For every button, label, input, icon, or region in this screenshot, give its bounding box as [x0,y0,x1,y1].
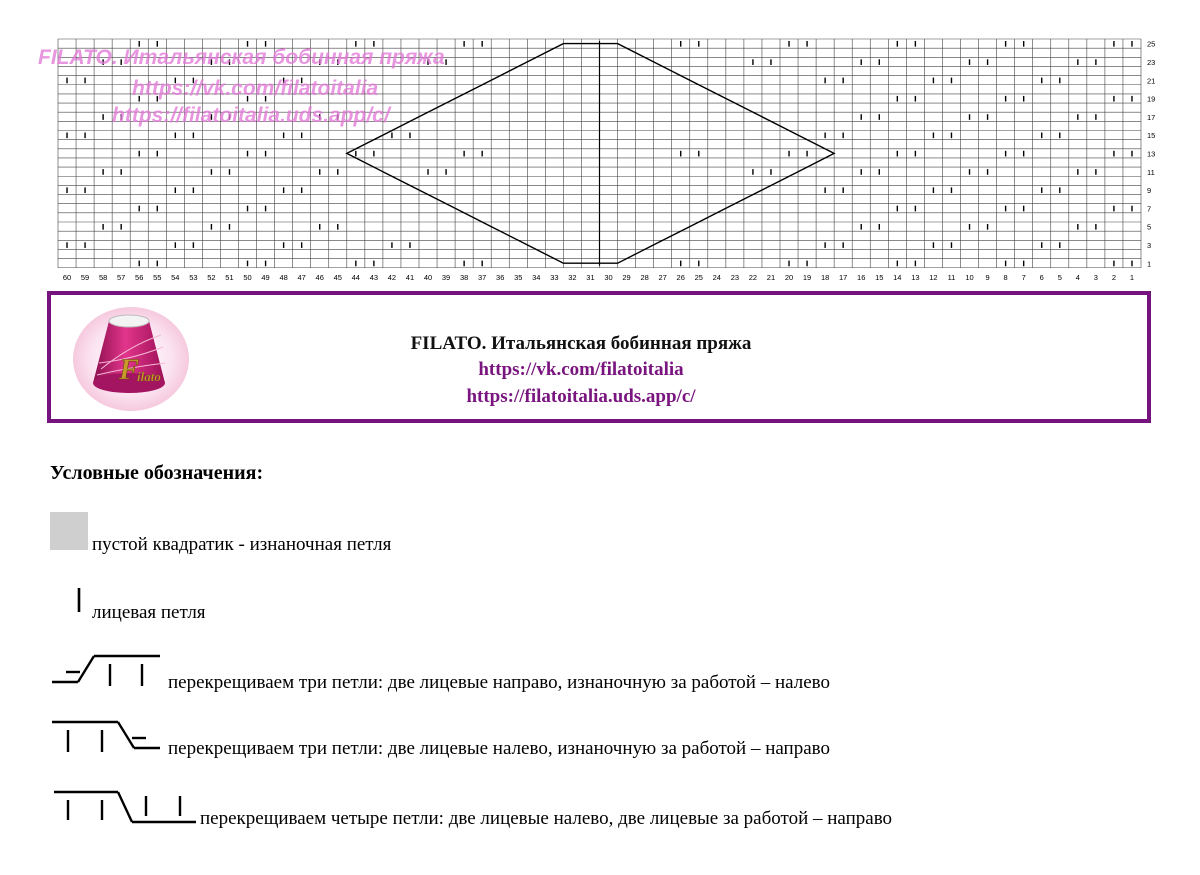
row-number-label: 21 [1147,76,1156,86]
column-number-label: 38 [459,272,469,282]
column-number-label: 1 [1129,272,1135,282]
row-number-label: 25 [1147,39,1156,49]
column-number-label: 49 [261,272,270,282]
column-number-label: 60 [62,272,72,282]
column-number-label: 6 [1039,272,1044,282]
column-number-label: 30 [604,272,613,282]
column-number-label: 11 [947,272,956,282]
column-number-label: 20 [784,272,794,282]
cross-4-left-icon [50,788,200,832]
column-number-label: 52 [207,272,216,282]
banner-link-vk[interactable]: https://vk.com/filatoitalia [478,359,684,380]
column-number-label: 51 [225,272,234,282]
column-number-label: 5 [1057,272,1062,282]
column-number-label: 53 [189,272,198,282]
legend-item-cross-3-right [50,652,980,692]
legend-text-purl: пустой квадратик - изнаночная петля [92,534,392,555]
column-number-label: 32 [568,272,577,282]
legend-item-knit [50,586,270,626]
column-number-label: 42 [387,272,397,282]
column-number-label: 39 [441,272,451,282]
row-number-label: 11 [1147,167,1155,177]
column-number-label: 33 [550,272,559,282]
knitting-chart-grid [0,0,1200,290]
column-number-label: 57 [117,272,126,282]
column-number-label: 36 [496,272,505,282]
column-number-label: 44 [351,272,360,282]
column-number-label: 50 [243,272,252,282]
column-number-label: 2 [1111,272,1117,282]
legend-text-knit: лицевая петля [92,602,206,623]
banner-title: FILATO. Итальянская бобинная пряжа [410,333,752,354]
cross-3-right-icon [50,652,170,692]
row-number-label: 17 [1147,112,1156,122]
column-number-label: 25 [694,272,703,282]
column-number-label: 34 [532,272,541,282]
column-number-label: 45 [333,272,342,282]
row-number-label: 13 [1147,149,1156,159]
column-number-label: 48 [279,272,288,282]
column-number-label: 43 [369,272,379,282]
column-number-label: 31 [586,272,595,282]
row-number-label: 3 [1147,240,1152,250]
column-number-label: 26 [676,272,685,282]
row-number-label: 1 [1147,259,1152,269]
cable-diamond-path [347,44,834,264]
watermark-line3: https://filatoitalia.uds.app/c/ [112,104,390,127]
cross-3-left-icon [50,718,170,758]
column-number-label: 21 [766,272,776,282]
row-number-label: 15 [1147,131,1156,141]
column-number-label: 28 [640,272,649,282]
column-number-label: 56 [135,272,144,282]
row-number-label: 7 [1147,204,1152,214]
column-number-label: 8 [1003,272,1008,282]
column-number-label: 23 [730,272,740,282]
column-number-label: 22 [748,272,758,282]
column-number-label: 59 [80,272,90,282]
row-number-label: 19 [1147,94,1156,104]
svg-text:F: F [119,353,140,386]
column-number-label: 18 [820,272,830,282]
empty-square-icon [50,512,88,550]
column-number-label: 27 [658,272,667,282]
column-number-label: 14 [893,272,902,282]
column-number-label: 15 [875,272,884,282]
svg-text:ilato: ilato [137,369,161,384]
column-number-label: 37 [478,272,487,282]
column-number-label: 54 [171,272,180,282]
row-number-label: 9 [1147,186,1152,196]
legend-text-cross-4-left: перекрещиваем четыре петли: две лицевые налево, две лицевые за работой – направо [200,808,893,829]
legend-item-purl [50,512,510,555]
column-number-label: 35 [514,272,523,282]
watermark-line2: https://vk.com/filatoitalia [132,77,379,100]
row-number-label: 5 [1147,222,1152,232]
column-number-label: 7 [1021,272,1026,282]
column-number-label: 4 [1075,272,1080,282]
vertical-bar-icon [60,586,90,616]
column-number-label: 58 [98,272,108,282]
column-number-label: 19 [802,272,812,282]
legend-title: Условные обозначения: [50,462,264,484]
column-number-label: 13 [911,272,920,282]
brand-banner [47,291,1151,423]
column-number-label: 40 [423,272,433,282]
column-number-label: 29 [622,272,631,282]
row-number-label: 23 [1147,57,1156,67]
watermark-line1: FILATO. Итальянская бобинная пряжа [38,46,445,69]
legend-text-cross-3-right: перекрещиваем три петли: две лицевые направо, изнаночную за работой – налево [168,672,830,693]
legend-item-cross-3-left [50,718,980,758]
legend-item-cross-4-left [50,788,1060,828]
legend-text-cross-3-left: перекрещиваем три петли: две лицевые налево, изнаночную за работой – направо [168,738,830,759]
column-number-label: 9 [985,272,990,282]
column-number-label: 55 [153,272,162,282]
banner-link-uds[interactable]: https://filatoitalia.uds.app/c/ [466,386,696,407]
column-number-label: 47 [297,272,306,282]
knitting-chart [0,0,1200,290]
column-number-label: 17 [839,272,848,282]
column-number-label: 41 [405,272,415,282]
column-number-label: 10 [965,272,974,282]
column-number-label: 46 [315,272,324,282]
column-number-label: 24 [712,272,721,282]
column-number-label: 16 [857,272,866,282]
column-number-label: 3 [1093,272,1098,282]
column-number-label: 12 [929,272,938,282]
